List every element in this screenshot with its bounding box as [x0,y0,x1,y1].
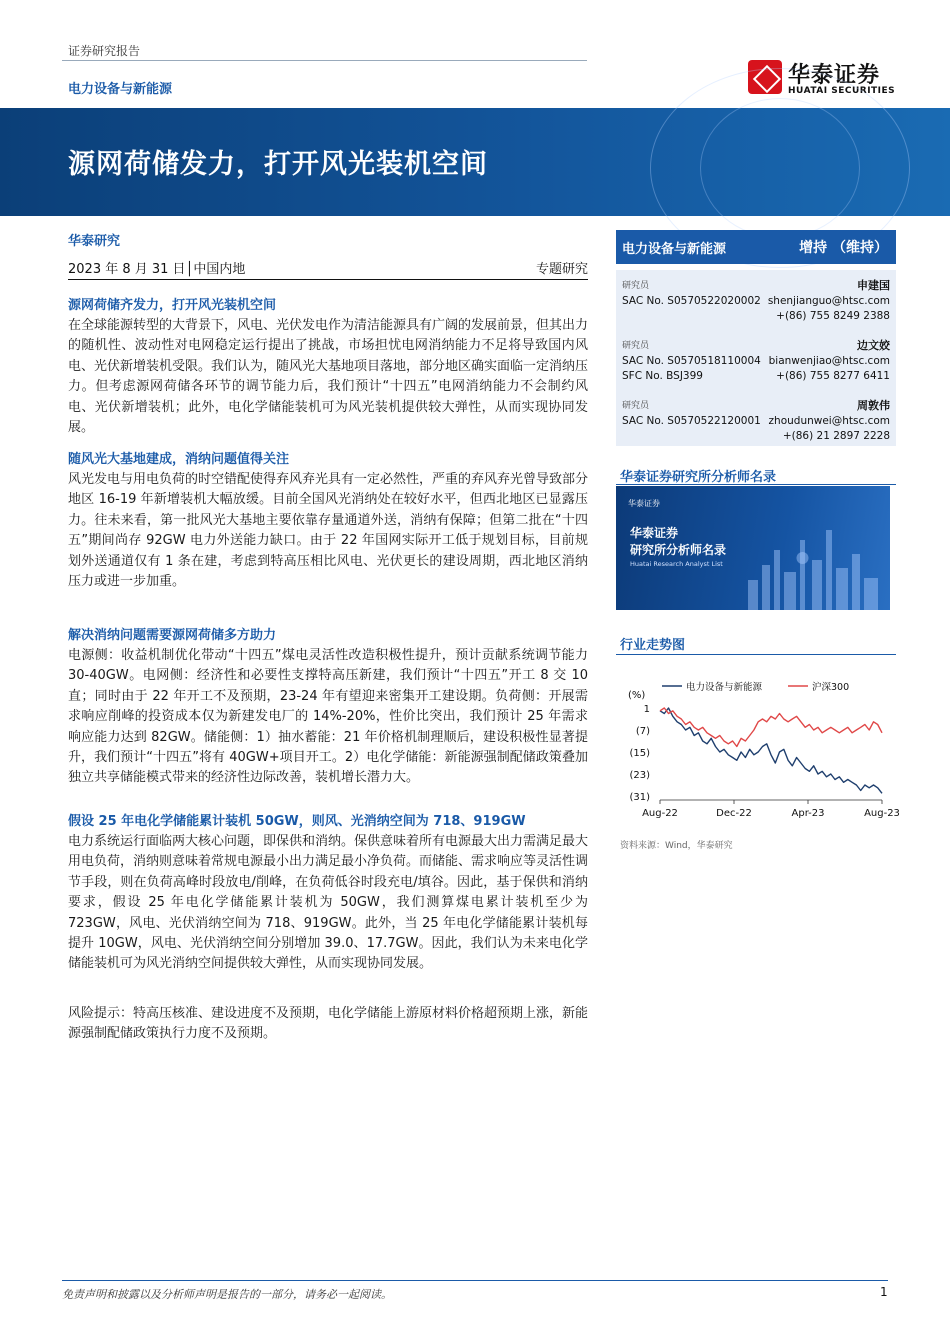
series-line [660,708,882,793]
analyst-list-divider [616,484,896,485]
header-divider [62,60,587,61]
analyst-role: 研究员 [622,341,650,351]
analyst-email[interactable]: bianwenjiao@htsc.com [768,354,890,367]
chart-y-label: (%) [628,690,646,701]
sector-tag: 电力设备与新能源 [68,82,173,97]
logo-text-en: HUATAI SECURITIES [788,86,896,96]
trend-chart [616,672,900,832]
analyst-card [622,398,892,445]
report-type: 证券研究报告 [68,44,141,58]
section-text: 电力系统运行面临两大核心问题，即保供和消纳。保供意味着所有电源最大出力需满足最大用电负荷，消纳则意味着常规电源最小出力满足最小净负荷。而储能、需求响应等灵活性调节手段，则在负荷高峰时段放电/削峰，在负荷低谷时段充电/填谷。因此，基于保供和消纳要求，假设 25 年电化学储能累计装机为 50GW，我们测算煤电累计装机至少为 723GW，风电、光伏消纳空间为 718、919GW。此外，当 25 年电化学储能累计装机每提升 10GW，风电、光伏消纳空间分别增加 39.0、17.7GW。因此，我们认为未来电化学储能装机可为风光消纳空间提供较大弹性，从而实现协同发展。 [68,834,589,972]
y-tick-label: 1 [643,704,650,715]
date-line [68,258,588,277]
x-tick-label: Dec-22 [716,808,752,819]
section-3 [68,626,588,789]
brand-label: 华泰研究 [68,234,121,249]
section-heading: 假设 25 年电化学储能累计装机 50GW，则风、光消纳空间为 718、919GW [68,814,526,829]
analyst-list-heading: 华泰证券研究所分析师名录 [620,470,777,485]
y-tick-label: (15) [629,748,650,759]
x-tick-label: Aug-22 [642,808,678,819]
section-1 [68,296,588,438]
chart-source: 资料来源：Wind，华泰研究 [620,841,733,851]
banner-line-2: 研究所分析师名录 [630,543,727,557]
page-number: 1 [880,1285,888,1299]
risk-warning [68,1004,588,1045]
analyst-list-banner[interactable] [616,486,890,610]
analyst-box [616,270,896,446]
x-tick-label: Apr-23 [791,808,825,819]
section-text: 电源侧：收益机制优化带动“十四五”煤电灵活性改造积极性提升，预计贡献系统调节能力 30-40GW。电网侧：经济性和必要性支撑特高压新建，我们预计“十四五”开工 8 交 10 直；同时由于 22 年开工不及预期，23-24 年有望迎来密集开工建设期。负荷侧：开展需求响应削峰的投资成本仅为新建发电厂的 14%-20%，性价比突出，我们预计 25 年需求响应能力达到 82GW。储能侧：1）抽水蓄能：21 年价格机制理顺后，建设积极性显著提升，我们预计“十四五”将有 40GW+项目开工。2）电化学储能：新能源强制配储政策叠加独立共享储能模式带来的经济性边际改善，装机增长潜力大。 [68,648,588,786]
globe-inner-graphic-icon [700,98,860,238]
date-region: 2023 年 8 月 31 日│中国内地 [68,262,246,277]
report-title: 源网荷储发力，打开风光装机空间 [68,149,488,180]
y-tick-label: (7) [635,726,650,737]
section-heading: 解决消纳问题需要源网荷储多方助力 [68,628,277,643]
banner-line-3: Huatai Research Analyst List [630,560,723,568]
title-banner [0,108,950,216]
section-heading: 随风光大基地建成，消纳问题值得关注 [68,452,290,467]
report-kind: 专题研究 [535,262,588,277]
analyst-card [622,338,892,385]
rating-sector: 电力设备与新能源 [622,242,727,257]
risk-text: 风险提示：特高压核准、建设进度不及预期，电化学储能上游原材料价格超预期上涨，新能源强制配储政策执行力度不及预期。 [68,1006,589,1042]
x-tick-label: Aug-23 [864,808,900,819]
legend-label: 电力设备与新能源 [686,682,763,693]
analyst-sac: SAC No. S0570518110004 [622,354,761,367]
footer-divider [62,1280,888,1281]
y-tick-label: (31) [629,792,650,803]
analyst-email[interactable]: zhoudunwei@htsc.com [768,414,890,427]
analyst-phone: +(86) 755 8277 6411 [776,370,890,382]
logo-text-cn: 华泰证券 [788,63,881,88]
analyst-sac: SAC No. S0570522120001 [622,414,761,427]
trend-divider [616,654,896,655]
legend-label: 沪深300 [812,682,850,693]
analyst-role: 研究员 [622,401,650,411]
trend-heading: 行业走势图 [620,638,686,653]
analyst-phone: +(86) 755 8249 2388 [776,310,890,322]
section-2 [68,450,588,592]
banner-logo: 华泰证券 [628,499,660,508]
section-text: 风光发电与用电负荷的时空错配使得弃风弃光具有一定必然性，严重的弃风弃光曾导致部分地区 16-19 年新增装机大幅放缓。目前全国风光消纳处在较好水平，但西北地区已显露压力。往未来看，第一批风光大基地主要依靠存量通道外送，消纳有保障；但第二批在“十四五”期间尚存 92GW 电力外送能力缺口。由于 22 年国网实际开工低于规划目标，目前规划外送通道仅有 1 条在建，考虑到特高压相比风电、光伏更长的建设周期，西北地区消纳压力或进一步加重。 [68,472,589,590]
analyst-name: 周敦伟 [857,399,890,412]
y-tick-label: (23) [629,770,650,781]
rating-value: 增持 （维持） [799,240,888,256]
analyst-role: 研究员 [622,281,650,291]
analyst-name: 边文姣 [857,339,890,352]
series-line [660,708,882,747]
rating-bar [616,230,896,264]
section-heading: 源网荷储齐发力，打开风光装机空间 [68,298,277,313]
date-divider [68,279,588,280]
analyst-sfc: SFC No. BSJ399 [622,370,703,382]
section-4 [68,812,588,975]
banner-line-1: 华泰证券 [630,526,679,540]
footer-disclaimer: 免责声明和披露以及分析师声明是报告的一部分，请务必一起阅读。 [62,1288,392,1301]
analyst-phone: +(86) 21 2897 2228 [782,430,890,442]
section-text: 在全球能源转型的大背景下，风电、光伏发电作为清洁能源具有广阔的发展前景，但其出力的随机性、波动性对电网稳定运行提出了挑战，市场担忧电网消纳能力不足将导致国内风电、光伏新增装机受限。我们认为，随风光大基地项目落地，部分地区确实面临一定消纳压力。但考虑源网荷储各环节的调节能力后，我们预计“十四五”电网消纳能力不会制约风电、光伏新增装机；此外，电化学储能装机可为风光装机提供较大弹性，从而实现协同发展。 [68,318,589,436]
analyst-sac: SAC No. S0570522020002 [622,294,761,307]
analyst-name: 申建国 [857,279,890,292]
analyst-email[interactable]: shenjianguo@htsc.com [767,294,890,307]
analyst-card [622,278,892,325]
city-skyline-icon [740,520,890,610]
